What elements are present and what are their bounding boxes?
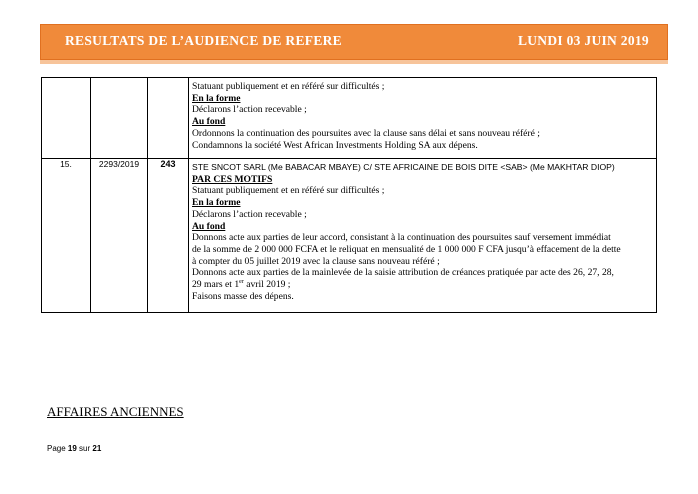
decision-line: Statuant publiquement et en référé sur difficultés ; (192, 185, 385, 197)
decision-line: Donnons acte aux parties de la mainlevée de la saisie attribution de créances pratiquée par acte des 26, 27, 28, (192, 267, 614, 279)
header-title: RESULTATS DE L’AUDIENCE DE REFERE (65, 33, 342, 48)
footer-prefix: Page (47, 444, 68, 453)
row-decision-number (148, 78, 189, 159)
footer-page-total: 21 (92, 444, 102, 453)
table-row (42, 78, 657, 159)
decision-line: Déclarons l’action recevable ; (192, 104, 307, 116)
row-index (42, 78, 91, 159)
section-heading: En la forme (192, 92, 241, 104)
section-heading: PAR CES MOTIFS (192, 173, 273, 185)
decision-line: Donnons acte aux parties de leur accord, consistant à la continuation des poursuites sauf versement immédiat (192, 232, 611, 244)
decision-line: de la somme de 2 000 000 FCFA et le reliquat en mensualité de 1 000 000 F CFA jusqu’à effacement de la dette (192, 243, 621, 255)
decision-line: Déclarons l’action recevable ; (192, 208, 307, 220)
line-text: avril 2019 ; (243, 279, 291, 291)
case-parties: STE SNCOT SARL (Me BABACAR MBAYE) C/ STE AFRICAINE DE BOIS DITE <SAB> (Me MAKHTAR DIOP) (192, 162, 615, 172)
decision-line (192, 279, 653, 291)
footer-middle: sur (76, 444, 93, 453)
decision-line: Condamnons la société West African Investments Holding SA aux dépens. (192, 139, 478, 151)
results-table (41, 77, 657, 313)
page-footer (47, 444, 101, 453)
table-row (42, 159, 657, 313)
section-heading: Au fond (192, 116, 226, 128)
row-decision-number: 243 (148, 159, 189, 313)
decision-line: Ordonnons la continuation des poursuites avec la clause sans délai et sans nouveau référé ; (192, 127, 540, 139)
decision-line: Statuant publiquement et en référé sur difficultés ; (192, 81, 385, 92)
decision-line: Faisons masse des dépens. (192, 290, 294, 302)
header-banner-shadow (40, 60, 668, 64)
row-decision-text (189, 78, 657, 159)
section-heading: En la forme (192, 197, 241, 209)
row-case-number (91, 78, 148, 159)
decision-content (189, 78, 656, 153)
section-title: AFFAIRES ANCIENNES (47, 404, 184, 419)
row-case-number: 2293/2019 (91, 159, 148, 313)
row-decision-text (189, 159, 657, 313)
row-index: 15. (42, 159, 91, 313)
superscript: er (239, 278, 244, 285)
header-date: LUNDI 03 JUIN 2019 (517, 33, 649, 48)
header-banner (40, 24, 668, 60)
line-text: 29 mars et 1 (192, 279, 240, 291)
footer-page-number: 19 (67, 444, 77, 453)
decision-content (189, 159, 656, 304)
section-heading: Au fond (192, 220, 226, 232)
decision-line: à compter du 05 juillet 2019 avec la clause sans nouveau référé ; (192, 255, 440, 267)
